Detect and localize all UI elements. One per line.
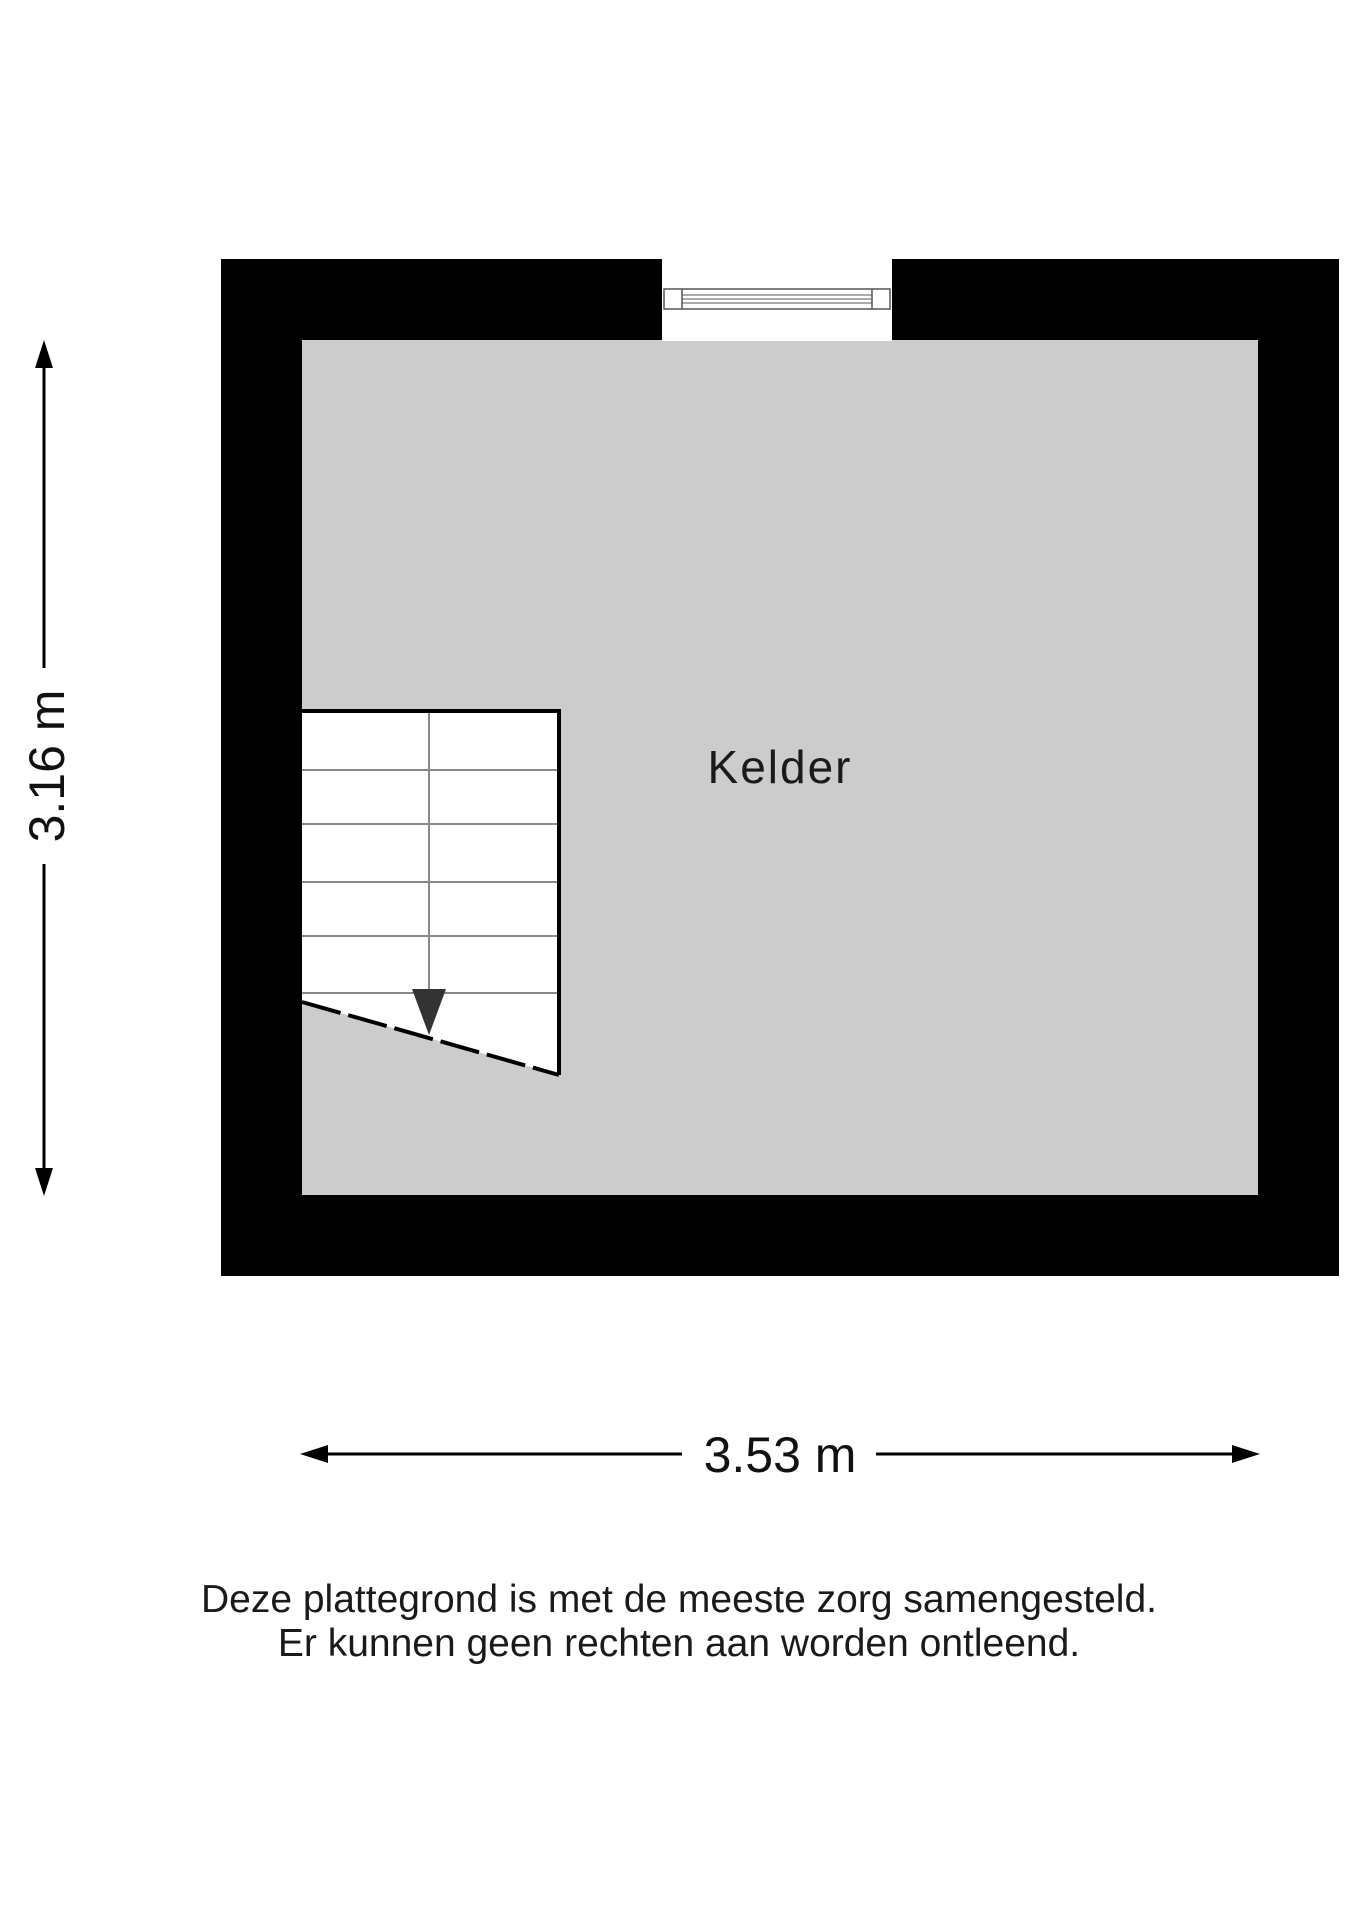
window <box>662 259 892 341</box>
arrow-left-icon <box>300 1445 328 1463</box>
width-label: 3.53 m <box>703 1427 857 1483</box>
width-dimension <box>300 1427 1260 1483</box>
height-label: 3.16 m <box>19 689 75 843</box>
disclaimer <box>0 1578 1358 1666</box>
disclaimer-line-2: Er kunnen geen rechten aan worden ontleend. <box>277 1622 1081 1665</box>
room-label: Kelder <box>707 741 853 793</box>
arrow-right-icon <box>1232 1445 1260 1463</box>
disclaimer-line-1: Deze plattegrond is met de meeste zorg samengesteld. <box>200 1578 1157 1621</box>
height-dimension <box>19 340 75 1196</box>
arrow-up-icon <box>35 340 53 368</box>
arrow-down-icon <box>35 1168 53 1196</box>
